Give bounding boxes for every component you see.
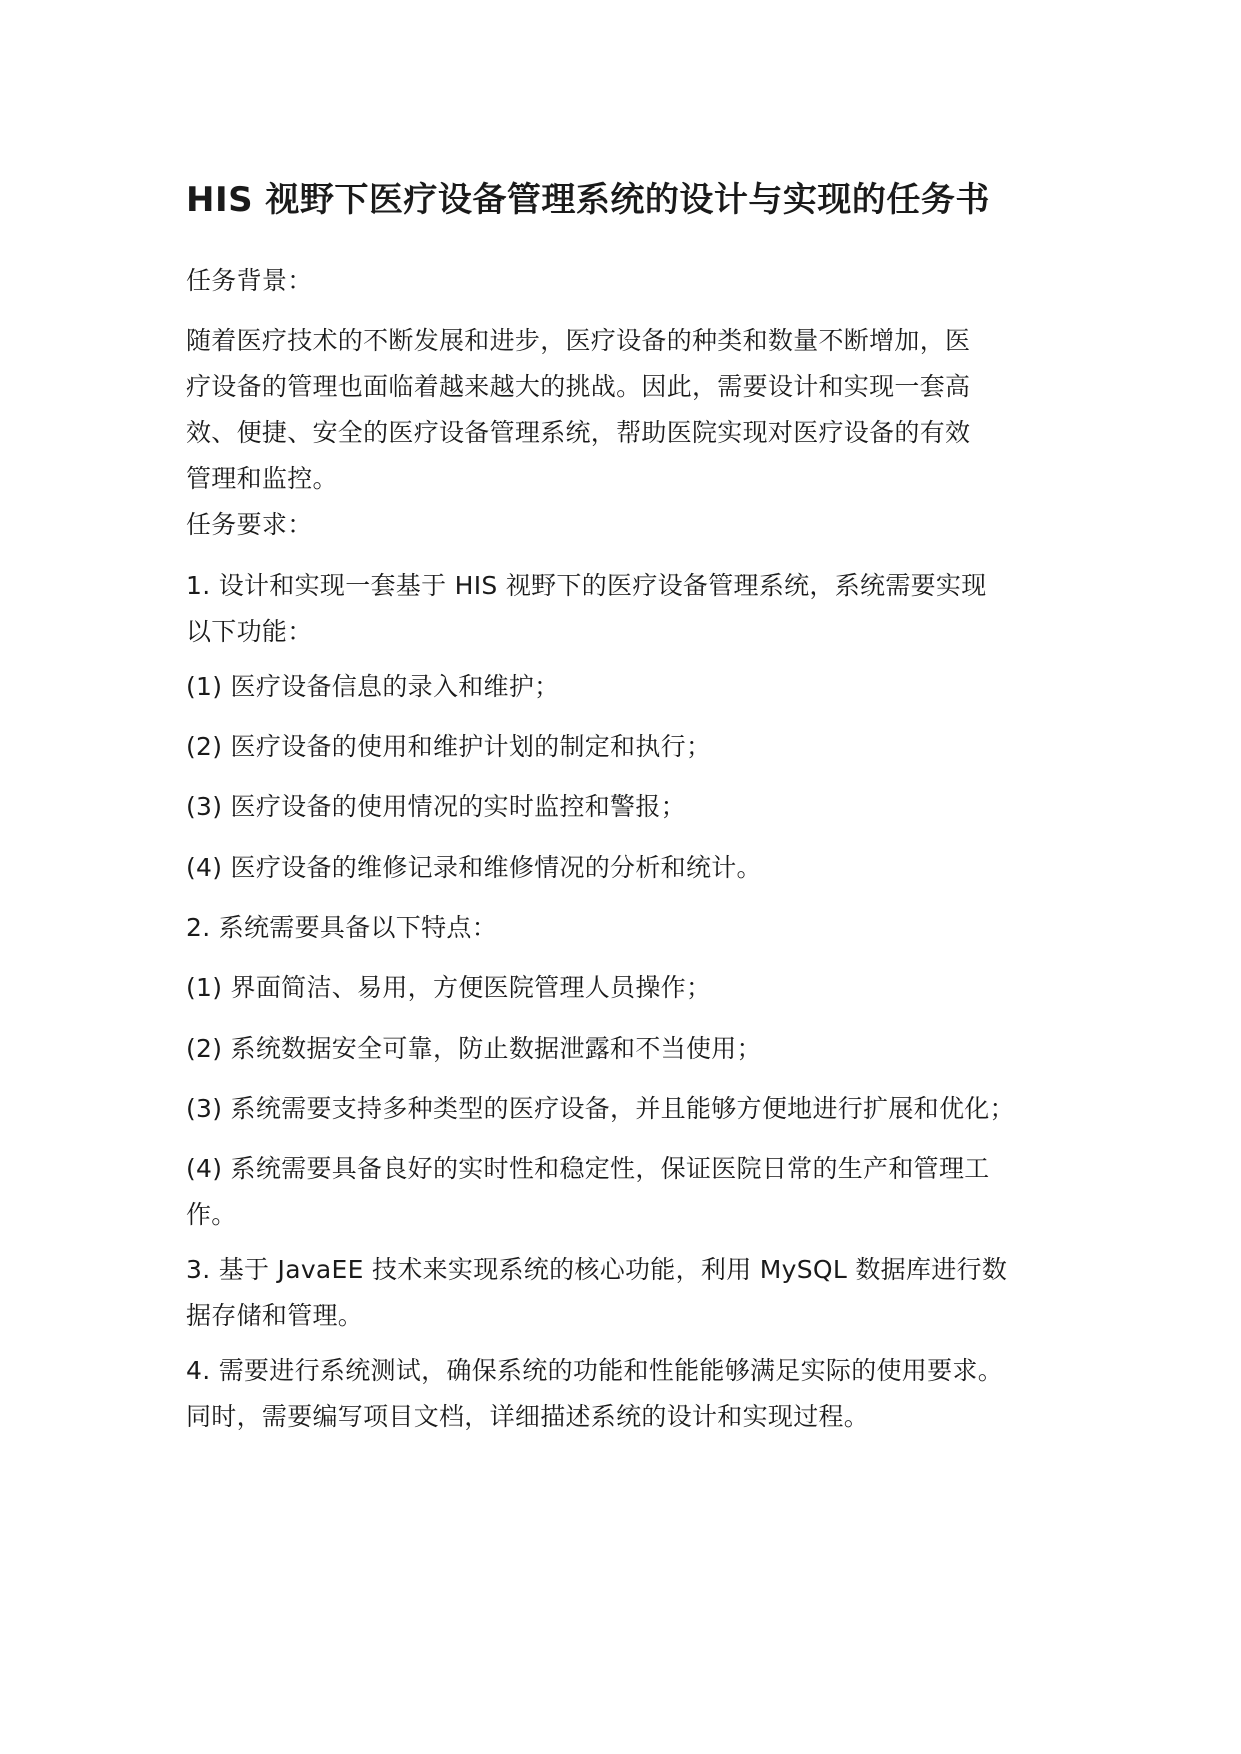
req1-item-3: (3) 医疗设备的使用情况的实时监控和警报； [186, 792, 686, 821]
requirement-1 [186, 563, 1086, 655]
paragraph-line: 同时，需要编写项目文档，详细描述系统的设计和实现过程。 [186, 1402, 870, 1431]
background-heading: 任务背景： [186, 266, 313, 295]
req1-item-4: (4) 医疗设备的维修记录和维修情况的分析和统计。 [186, 853, 762, 882]
req2-item-2: (2) 系统数据安全可靠，防止数据泄露和不当使用； [186, 1034, 762, 1063]
paragraph-line: 管理和监控。 [186, 464, 338, 493]
paragraph-line: (4) 系统需要具备良好的实时性和稳定性，保证医院日常的生产和管理工 [186, 1154, 990, 1183]
req2-item-4 [186, 1146, 1086, 1238]
paragraph-line: 以下功能： [186, 617, 313, 646]
requirements-heading: 任务要求： [186, 510, 313, 539]
paragraph-line: 效、便捷、安全的医疗设备管理系统，帮助医院实现对医疗设备的有效 [186, 418, 971, 447]
paragraph-line: 1. 设计和实现一套基于 HIS 视野下的医疗设备管理系统，系统需要实现 [186, 571, 987, 600]
req1-item-1: (1) 医疗设备信息的录入和维护； [186, 672, 560, 701]
req2-item-3: (3) 系统需要支持多种类型的医疗设备，并且能够方便地进行扩展和优化； [186, 1094, 1015, 1123]
paragraph-line: 疗设备的管理也面临着越来越大的挑战。因此，需要设计和实现一套高 [186, 372, 971, 401]
document-title: HIS 视野下医疗设备管理系统的设计与实现的任务书 [186, 180, 990, 220]
req2-item-1: (1) 界面简洁、易用，方便医院管理人员操作； [186, 973, 712, 1002]
paragraph-line: 4. 需要进行系统测试，确保系统的功能和性能能够满足实际的使用要求。 [186, 1356, 1004, 1385]
background-paragraph [186, 318, 1086, 502]
paragraph-line: 随着医疗技术的不断发展和进步，医疗设备的种类和数量不断增加，医 [186, 326, 971, 355]
paragraph-line: 据存储和管理。 [186, 1301, 364, 1330]
paragraph-line: 作。 [186, 1200, 237, 1229]
requirement-3 [186, 1247, 1086, 1339]
requirement-4 [186, 1348, 1086, 1440]
paragraph-line: 3. 基于 JavaEE 技术来实现系统的核心功能，利用 MySQL 数据库进行数 [186, 1255, 1008, 1284]
requirement-2-heading: 2. 系统需要具备以下特点： [186, 913, 498, 942]
req1-item-2: (2) 医疗设备的使用和维护计划的制定和执行； [186, 732, 712, 761]
